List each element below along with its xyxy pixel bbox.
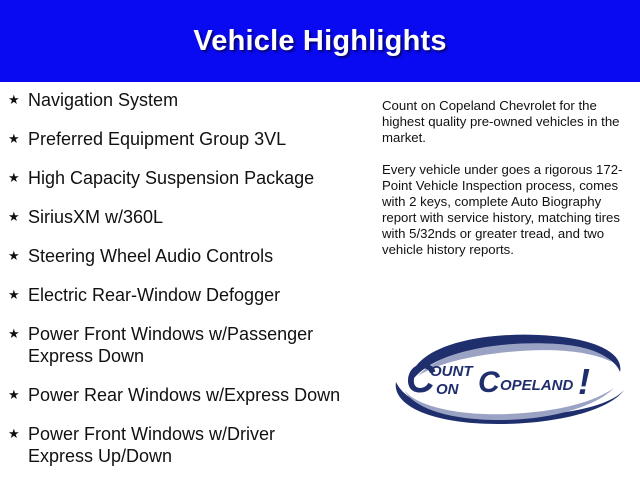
star-icon: ★ bbox=[8, 287, 20, 302]
star-icon: ★ bbox=[8, 426, 20, 441]
list-item bbox=[8, 206, 368, 228]
star-icon: ★ bbox=[8, 92, 20, 107]
svg-text:!: ! bbox=[578, 361, 590, 402]
feature-list bbox=[8, 89, 368, 484]
dealer-info bbox=[382, 98, 634, 274]
list-item bbox=[8, 323, 368, 367]
header-banner bbox=[0, 0, 640, 82]
svg-text:OUNT: OUNT bbox=[430, 363, 473, 380]
feature-label: Preferred Equipment Group 3VL bbox=[28, 129, 287, 149]
star-icon: ★ bbox=[8, 209, 20, 224]
feature-label: Navigation System bbox=[28, 90, 179, 110]
star-icon: ★ bbox=[8, 131, 20, 146]
feature-label: High Capacity Suspension Package bbox=[28, 168, 315, 188]
svg-text:OPELAND: OPELAND bbox=[500, 377, 574, 394]
feature-label: Power Rear Windows w/Express Down bbox=[28, 385, 341, 405]
feature-label: Electric Rear-Window Defogger bbox=[28, 285, 281, 305]
star-icon: ★ bbox=[8, 387, 20, 402]
svg-text:C: C bbox=[478, 366, 500, 399]
star-icon: ★ bbox=[8, 326, 20, 341]
feature-label: Power Front Windows w/Driver Express Up/Down bbox=[28, 424, 276, 466]
list-item bbox=[8, 423, 368, 467]
list-item bbox=[8, 284, 368, 306]
list-item bbox=[8, 245, 368, 267]
count-on-copeland-logo bbox=[388, 324, 630, 434]
list-item bbox=[8, 89, 368, 111]
feature-label: Power Front Windows w/Passenger Express Down bbox=[28, 324, 314, 366]
list-item bbox=[8, 128, 368, 150]
dealer-paragraph-1: Count on Copeland Chevrolet for the highest quality pre-owned vehicles in the market. bbox=[382, 98, 620, 145]
page-title: Vehicle Highlights bbox=[193, 24, 447, 57]
star-icon: ★ bbox=[8, 170, 20, 185]
svg-text:ON: ON bbox=[436, 381, 459, 398]
star-icon: ★ bbox=[8, 248, 20, 263]
dealer-paragraph-2: Every vehicle under goes a rigorous 172-Point Vehicle Inspection process, comes with 2 keys, complete Auto Biography report with service history, matching tires with 5/32nds or greater tread, and two vehicle history reports. bbox=[382, 162, 623, 257]
list-item bbox=[8, 167, 368, 189]
list-item bbox=[8, 384, 368, 406]
feature-label: Steering Wheel Audio Controls bbox=[28, 246, 274, 266]
svg-text:C: C bbox=[406, 357, 435, 401]
feature-label: SiriusXM w/360L bbox=[28, 207, 164, 227]
